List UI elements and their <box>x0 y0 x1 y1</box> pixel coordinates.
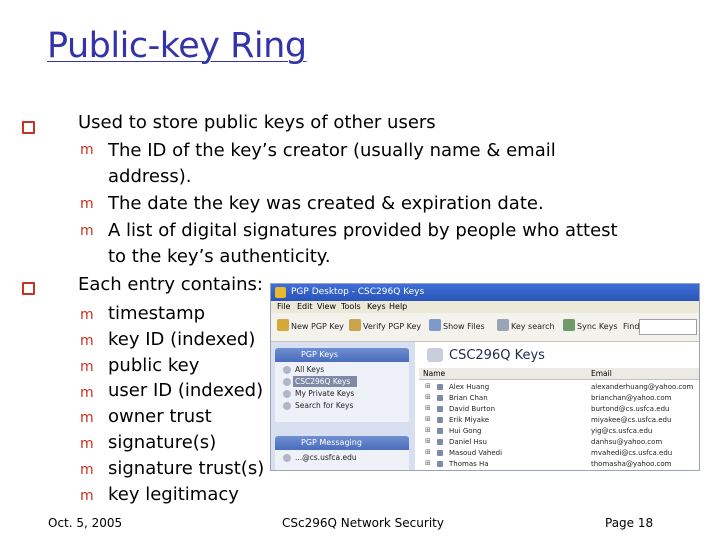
sub-bullet-text: address). <box>108 166 192 187</box>
footer-course: CSc296Q Network Security <box>282 516 444 530</box>
sub-bullet-text: timestamp <box>108 303 206 324</box>
sub-bullet-icon: m <box>80 385 94 401</box>
sub-bullet-text: The date the key was created & expiration date. <box>108 193 544 214</box>
bullet-box-icon <box>22 121 35 134</box>
toolbar <box>271 313 699 342</box>
key-icon <box>437 439 443 445</box>
keyring-icon <box>283 378 291 386</box>
key-search-icon[interactable] <box>497 319 509 331</box>
sidebar-item-search-keys[interactable]: Search for Keys <box>295 401 354 410</box>
sub-bullet-text: key ID (indexed) <box>108 329 256 350</box>
key-row-email[interactable]: alexanderhuang@yahoo.com <box>591 383 694 391</box>
new-key-button[interactable]: New PGP Key <box>291 322 344 331</box>
sidebar-item-csc296q-keys[interactable]: CSC296Q Keys <box>295 377 351 386</box>
key-row-name[interactable]: Masoud Vahedi <box>449 449 503 457</box>
menu-edit[interactable]: Edit <box>297 302 313 311</box>
sub-bullet-icon: m <box>80 333 94 349</box>
sub-bullet-text: key legitimacy <box>108 484 239 505</box>
key-icon <box>437 428 443 434</box>
private-keys-icon <box>283 390 291 398</box>
pgp-messaging-panel-header[interactable] <box>275 436 409 450</box>
menu-bar <box>271 301 699 313</box>
key-search-button[interactable]: Key search <box>511 322 555 331</box>
sub-bullet-icon: m <box>80 307 94 323</box>
key-icon <box>437 417 443 423</box>
pgp-messaging-panel <box>275 450 409 470</box>
all-keys-icon <box>283 366 291 374</box>
key-row-email[interactable]: miyakee@cs.usfca.edu <box>591 416 672 424</box>
pgp-desktop-screenshot <box>270 283 700 471</box>
key-row-email[interactable]: brianchan@yahoo.com <box>591 394 672 402</box>
key-row-name[interactable]: Brian Chan <box>449 394 488 402</box>
key-row-name[interactable]: Thomas Ha <box>449 460 489 468</box>
key-icon <box>437 461 443 467</box>
key-row-name[interactable]: Alex Huang <box>449 383 490 391</box>
sub-bullet-text: A list of digital signatures provided by people who attest <box>108 220 618 241</box>
expand-icon[interactable]: ⊞ <box>425 393 431 401</box>
expand-icon[interactable]: ⊞ <box>425 437 431 445</box>
keys-list-pane <box>419 342 699 470</box>
bullet-box-icon <box>22 282 35 295</box>
key-row-name[interactable]: Daniel Hsu <box>449 438 487 446</box>
sub-bullet-text: signature trust(s) <box>108 458 265 479</box>
slide-title: Public-key Ring <box>47 26 307 66</box>
menu-help[interactable]: Help <box>389 302 408 311</box>
column-header-email[interactable]: Email <box>587 368 699 380</box>
expand-icon[interactable]: ⊞ <box>425 404 431 412</box>
sync-keys-button[interactable]: Sync Keys <box>577 322 618 331</box>
show-files-button[interactable]: Show Files <box>443 322 485 331</box>
sub-bullet-icon: m <box>80 488 94 504</box>
key-row-email[interactable]: yig@cs.usfca.edu <box>591 427 653 435</box>
expand-icon[interactable]: ⊞ <box>425 382 431 390</box>
sidebar <box>271 342 415 470</box>
expand-icon[interactable]: ⊞ <box>425 426 431 434</box>
pgp-keys-panel-header[interactable] <box>275 348 409 362</box>
keyring-large-icon <box>427 348 443 362</box>
sub-bullet-text: owner trust <box>108 406 212 427</box>
window-titlebar <box>271 284 699 301</box>
find-input[interactable] <box>639 319 697 335</box>
sub-bullet-icon: m <box>80 410 94 426</box>
sub-bullet-icon: m <box>80 436 94 452</box>
key-icon <box>437 395 443 401</box>
keys-pane-title: CSC296Q Keys <box>449 348 545 363</box>
sub-bullet-icon: m <box>80 223 94 239</box>
expand-icon[interactable]: ⊞ <box>425 459 431 467</box>
verify-key-button[interactable]: Verify PGP Key <box>363 322 422 331</box>
menu-tools[interactable]: Tools <box>341 302 361 311</box>
menu-keys[interactable]: Keys <box>367 302 386 311</box>
expand-icon[interactable]: ⊞ <box>425 448 431 456</box>
find-label: Find <box>623 322 640 331</box>
pgp-keys-header-label: PGP Keys <box>301 350 339 359</box>
key-row-name[interactable]: David Burton <box>449 405 496 413</box>
sub-bullet-icon: m <box>80 196 94 212</box>
footer-page-number: Page 18 <box>605 516 654 530</box>
sync-keys-icon[interactable] <box>563 319 575 331</box>
window-title: PGP Desktop - CSC296Q Keys <box>291 287 425 297</box>
search-keys-icon <box>283 402 291 410</box>
sub-bullet-text: The ID of the key’s creator (usually name & email <box>108 140 556 161</box>
show-files-icon[interactable] <box>429 319 441 331</box>
sub-bullet-text: public key <box>108 355 200 376</box>
key-row-name[interactable]: Hui Gong <box>449 427 482 435</box>
sub-bullet-text: user ID (indexed) <box>108 380 264 401</box>
key-icon <box>437 406 443 412</box>
key-row-email[interactable]: thomasha@yahoo.com <box>591 460 672 468</box>
expand-icon[interactable]: ⊞ <box>425 415 431 423</box>
key-row-email[interactable]: burtond@cs.usfca.edu <box>591 405 670 413</box>
sidebar-item-private-keys[interactable]: My Private Keys <box>295 389 355 398</box>
bullet-text: Each entry contains: <box>78 274 264 295</box>
sub-bullet-text: to the key’s authenticity. <box>108 246 331 267</box>
key-row-email[interactable]: danhsu@yahoo.com <box>591 438 663 446</box>
column-header-name[interactable]: Name <box>419 368 587 380</box>
new-key-icon[interactable] <box>277 319 289 331</box>
sub-bullet-icon: m <box>80 462 94 478</box>
key-icon <box>437 450 443 456</box>
sidebar-item-mail-account[interactable]: ...@cs.usfca.edu <box>295 453 357 462</box>
key-icon <box>437 384 443 390</box>
sub-bullet-icon: m <box>80 142 94 158</box>
menu-file[interactable]: File <box>277 302 291 311</box>
verify-key-icon[interactable] <box>349 319 361 331</box>
key-row-email[interactable]: mvahedi@cs.usfca.edu <box>591 449 673 457</box>
key-row-name[interactable]: Erik Miyake <box>449 416 490 424</box>
pgp-messaging-header-label: PGP Messaging <box>301 438 362 447</box>
mail-account-icon <box>283 454 291 462</box>
menu-view[interactable]: View <box>317 302 336 311</box>
footer-date: Oct. 5, 2005 <box>48 516 123 530</box>
sub-bullet-text: signature(s) <box>108 432 217 453</box>
bullet-text: Used to store public keys of other users <box>78 112 436 133</box>
sidebar-item-all-keys[interactable]: All Keys <box>295 365 325 374</box>
pgp-app-icon <box>275 287 286 298</box>
pgp-keys-panel <box>275 362 409 422</box>
sub-bullet-icon: m <box>80 359 94 375</box>
